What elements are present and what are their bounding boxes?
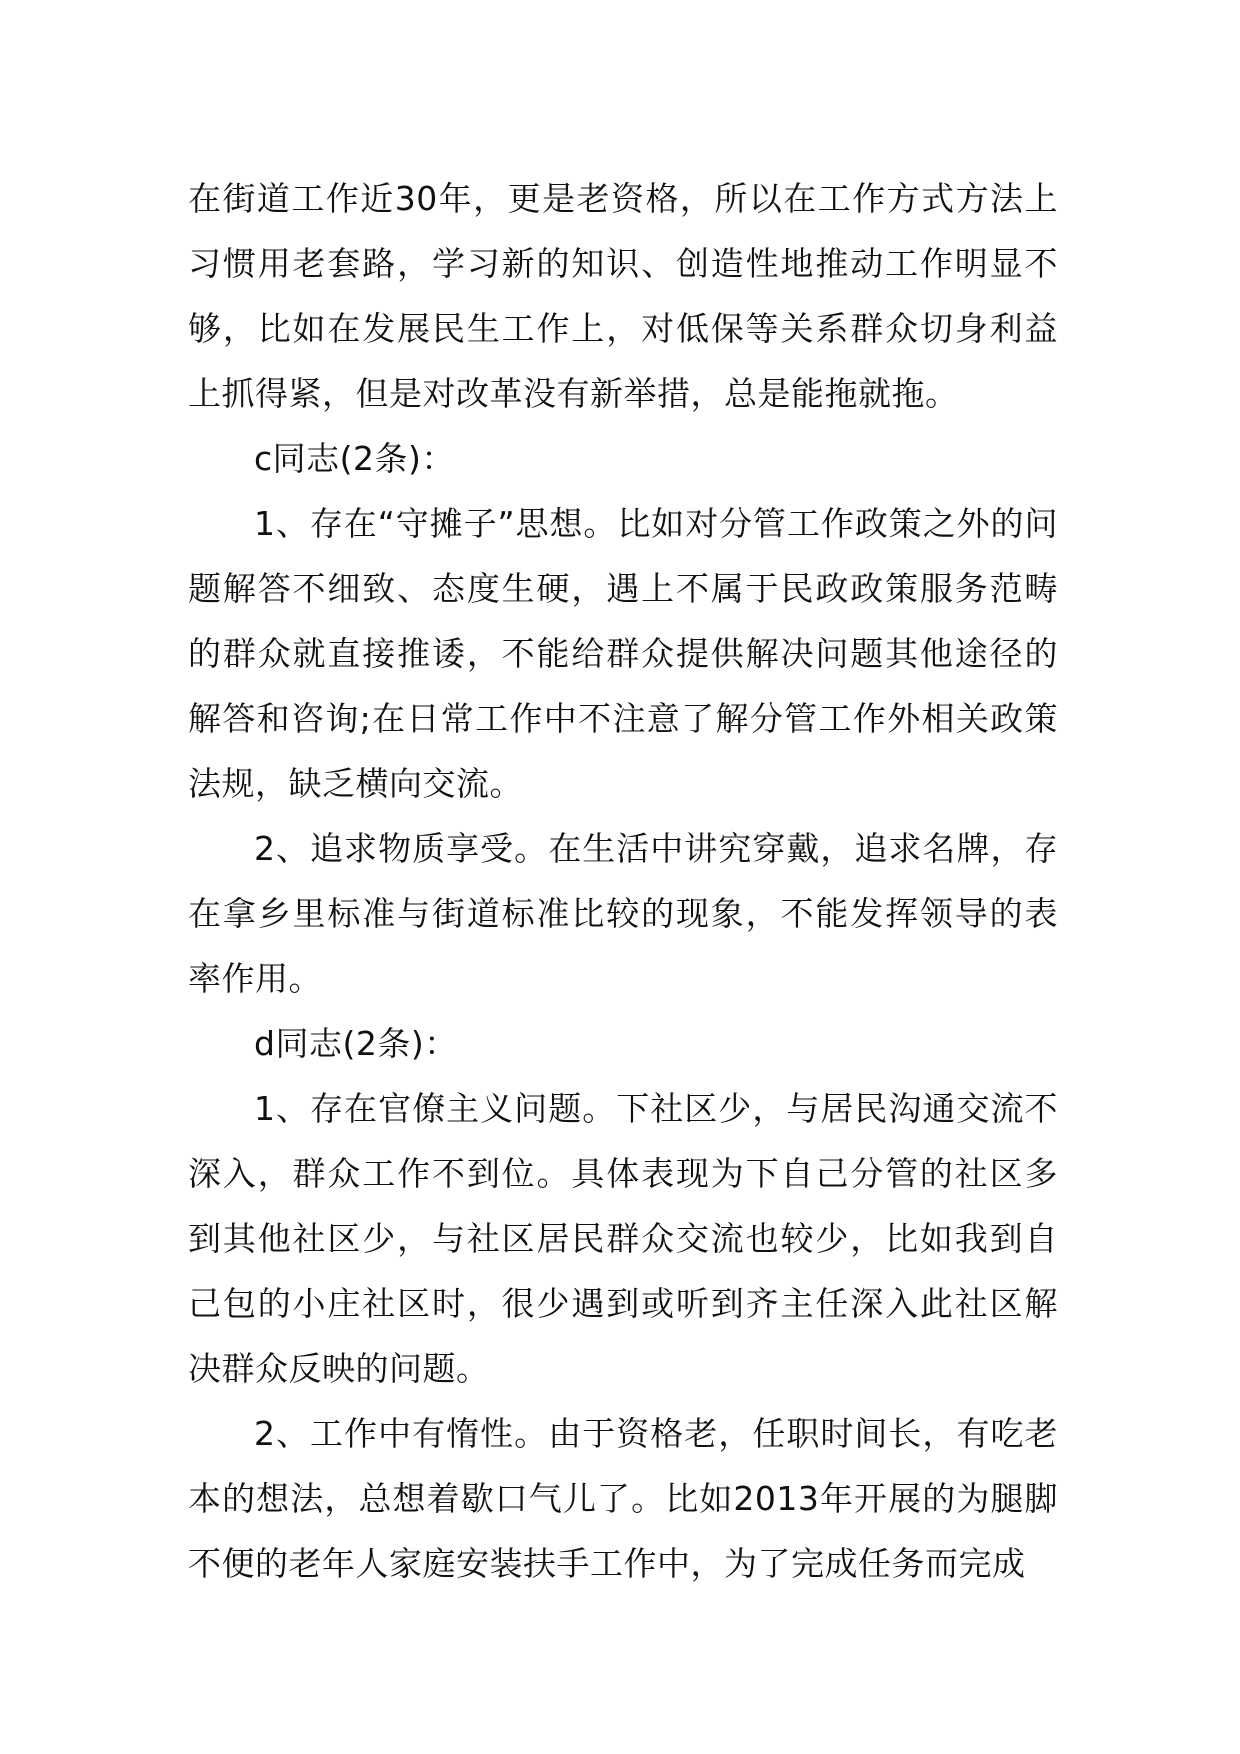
paragraph-d-item-2: 2、工作中有惰性。由于资格老，任职时间长，有吃老本的想法，总想着歇口气儿了。比如2013年开展的为腿脚不便的老年人家庭安装扶手工作中，为了完成任务而完成 xyxy=(188,1414,1058,1583)
paragraph-c-item-2: 2、追求物质享受。在生活中讲究穿戴，追求名牌，存在拿乡里标准与街道标准比较的现象，不能发挥领导的表率作用。 xyxy=(188,829,1058,998)
paragraph-d-item-1: 1、存在官僚主义问题。下社区少，与居民沟通交流不深入，群众工作不到位。具体表现为下自己分管的社区多到其他社区少，与社区居民群众交流也较少，比如我到自己包的小庄社区时，很少遇到或听到齐主任深入此社区解决群众反映的问题。 xyxy=(188,1089,1058,1388)
section-heading-c: c同志(2条)： xyxy=(254,439,455,478)
paragraph-continuation: 在街道工作近30年，更是老资格，所以在工作方式方法上习惯用老套路，学习新的知识、创造性地推动工作明显不够，比如在发展民生工作上，对低保等关系群众切身利益上抓得紧，但是对改革没有新举措，总是能拖就拖。 xyxy=(188,179,1058,413)
section-heading-d: d同志(2条)： xyxy=(254,1024,458,1063)
document-body xyxy=(188,166,1058,1596)
paragraph-c-item-1: 1、存在“守摊子”思想。比如对分管工作政策之外的问题解答不细致、态度生硬，遇上不属于民政政策服务范畴的群众就直接推诿，不能给群众提供解决问题其他途径的解答和咨询;在日常工作中不注意了解分管工作外相关政策法规，缺乏横向交流。 xyxy=(188,504,1058,803)
